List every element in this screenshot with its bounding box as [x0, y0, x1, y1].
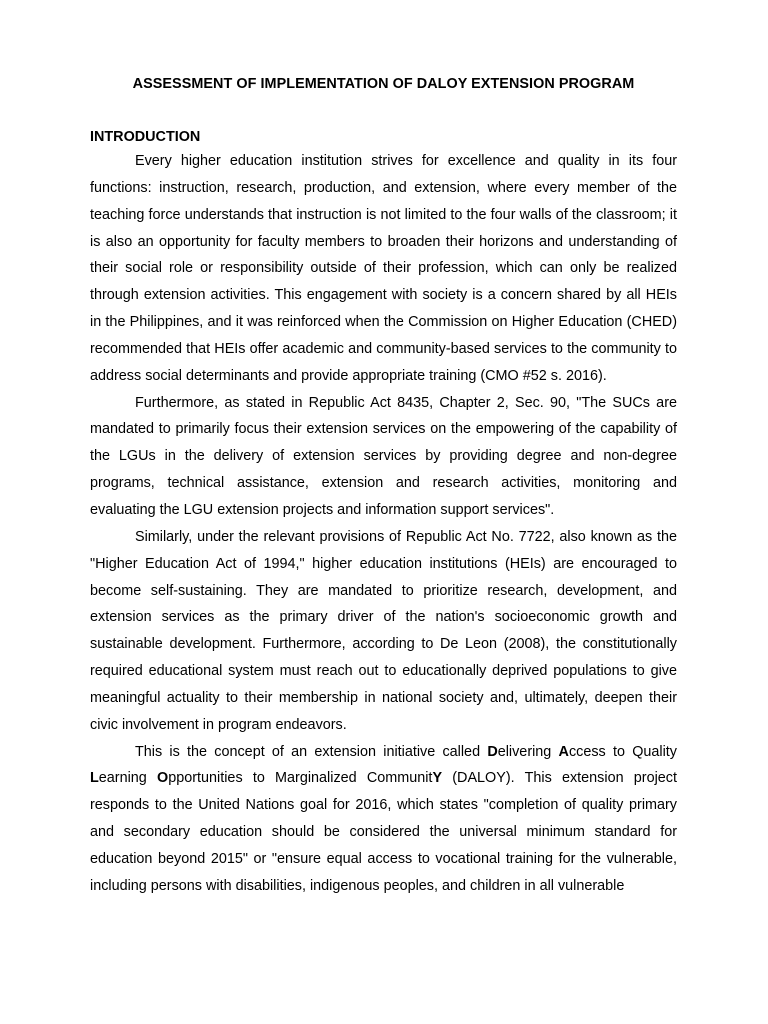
paragraph-2: Furthermore, as stated in Republic Act 8435, Chapter 2, Sec. 90, "The SUCs are mandated to primarily focus their extension services on the empowering of the capability of the LGUs in the delivery of extension services by providing degree and non-degree programs, technical assistance, extension and research activities, monitoring and evaluating the LGU extension projects and information support services".	[90, 394, 677, 518]
document-page	[90, 73, 677, 900]
p4-text-3: ccess to Quality	[568, 743, 677, 760]
document-title: ASSESSMENT OF IMPLEMENTATION OF DALOY EXTENSION PROGRAM	[132, 76, 635, 92]
p4-bold-a: A	[558, 743, 569, 760]
p4-bold-y: Y	[432, 770, 443, 787]
p4-text-2: elivering	[497, 743, 559, 760]
p4-text-6: (DALOY). This extension project responds to the United Nations goal for 2016, which states "completion of quality primary and secondary education should be considered the universal minimum standard for education beyond 2015" or "ensure equal access to vocational training for the vulnerable, including persons with disabilities, indigenous peoples, and children in all vulnerable	[90, 770, 677, 894]
paragraph-1: Every higher education institution strives for excellence and quality in its four functions: instruction, research, production, and extension, where every member of the teaching force understands that instruction is not limited to the four walls of the classroom; it is also an opportunity for faculty members to broaden their horizons and understanding of their social role or responsibility outside of their profession, which can only be realized through extension activities. This engagement with society is a concern shared by all HEIs in the Philippines, and it was reinforced when the Commission on Higher Education (CHED) recommended that HEIs offer academic and community-based services to the community to address social determinants and provide appropriate training (CMO #52 s. 2016).	[90, 153, 677, 384]
p4-bold-o: O	[157, 770, 169, 787]
section-heading-introduction: INTRODUCTION	[90, 129, 201, 145]
p4-text-4: earning	[98, 770, 158, 787]
paragraph-3: Similarly, under the relevant provisions of Republic Act No. 7722, also known as the "Higher Education Act of 1994," higher education institutions (HEIs) are encouraged to become self-sustaining. They are mandated to prioritize research, development, and extension services as the primary driver of the nation's socioeconomic growth and sustainable development. Furthermore, according to De Leon (2008), the constitutionally required educational system must reach out to educationally deprived populations to give meaningful actuality to their membership in national society and, ultimately, deepen their civic involvement in program endeavors.	[90, 528, 677, 733]
p4-bold-l: L	[90, 770, 99, 787]
p4-bold-d: D	[487, 743, 498, 760]
p4-text-1: This is the concept of an extension initiative called	[135, 743, 488, 760]
paragraph-4	[90, 739, 677, 900]
p4-text-5: pportunities to Marginalized Communit	[168, 770, 433, 787]
